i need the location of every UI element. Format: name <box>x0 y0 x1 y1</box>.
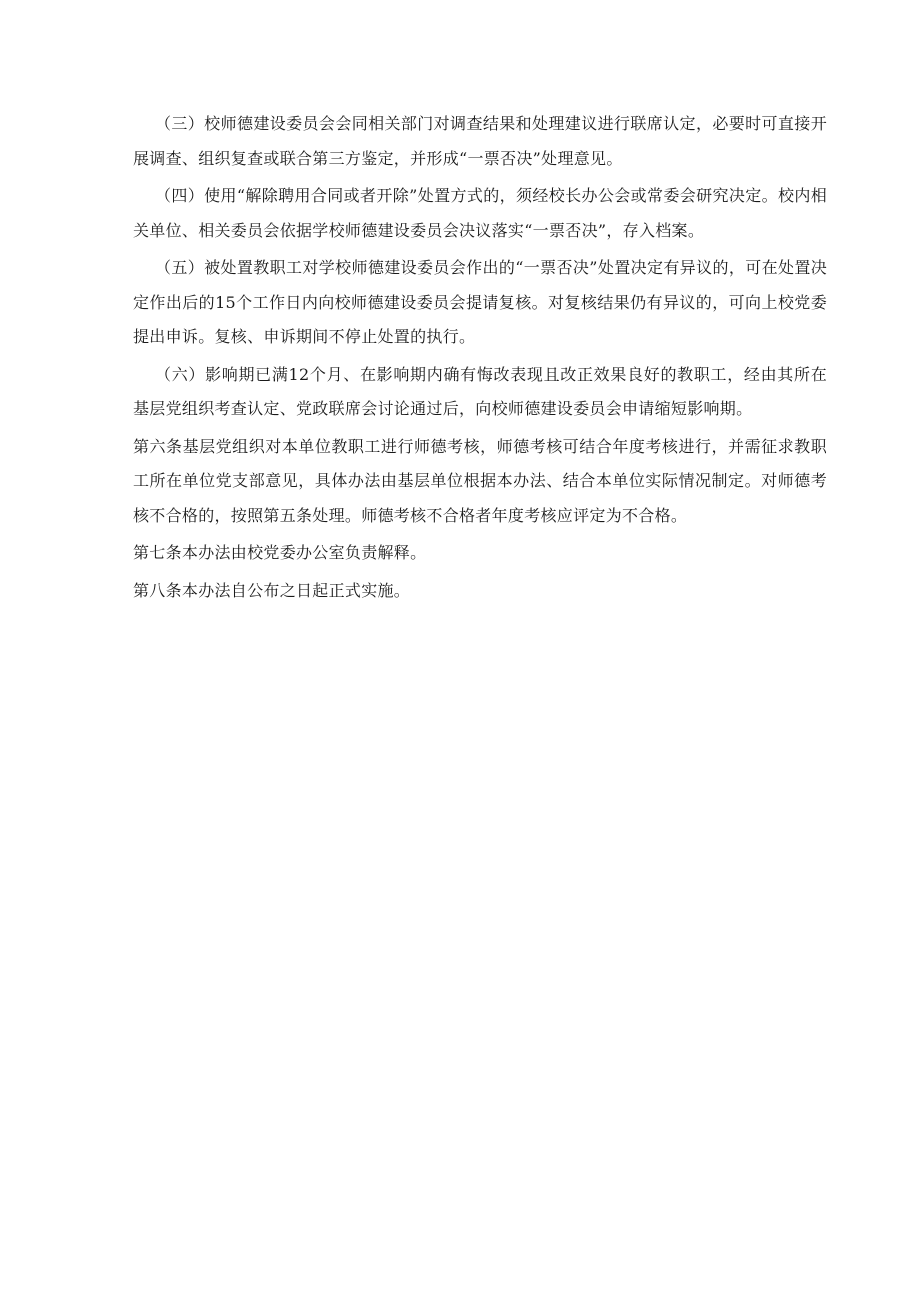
paragraph-article-7: 第七条本办法由校党委办公室负责解释。 <box>133 543 427 562</box>
paragraph-item-6: （六）影响期已满12个月、在影响期内确有悔改表现且改正效果良好的教职工，经由其所在基层党组织考查认定、党政联席会讨论通过后，向校师德建设委员会申请缩短影响期。 <box>133 364 827 418</box>
paragraph-article-8: 第八条本办法自公布之日起正式实施。 <box>133 580 411 600</box>
paragraph-item-5: （五）被处置教职工对学校师德建设委员会作出的“一票否决”处置决定有异议的，可在处置决定作出后的15个工作日内向校师德建设委员会提请复核。对复核结果仍有异议的，可向上校党委提出申诉。复核、申诉期间不停止处置的执行。 <box>133 258 827 346</box>
paragraph-article-6: 第六条基层党组织对本单位教职工进行师德考核，师德考核可结合年度考核进行，并需征求教职工所在单位党支部意见，具体办法由基层单位根据本办法、结合本单位实际情况制定。对师德考核不合格的，按照第五条处理。师德考核不合格者年度考核应评定为不合格。 <box>133 436 827 525</box>
document-body <box>133 107 827 611</box>
paragraph-item-4: （四）使用“解除聘用合同或者开除”处置方式的，须经校长办公会或常委会研究决定。校内相关单位、相关委员会依据学校师德建设委员会决议落实“一票否决”，存入档案。 <box>133 186 827 240</box>
paragraph-item-3: （三）校师德建设委员会会同相关部门对调查结果和处理建议进行联席认定，必要时可直接开展调查、组织复查或联合第三方鉴定，并形成“一票否决”处理意见。 <box>133 114 827 168</box>
